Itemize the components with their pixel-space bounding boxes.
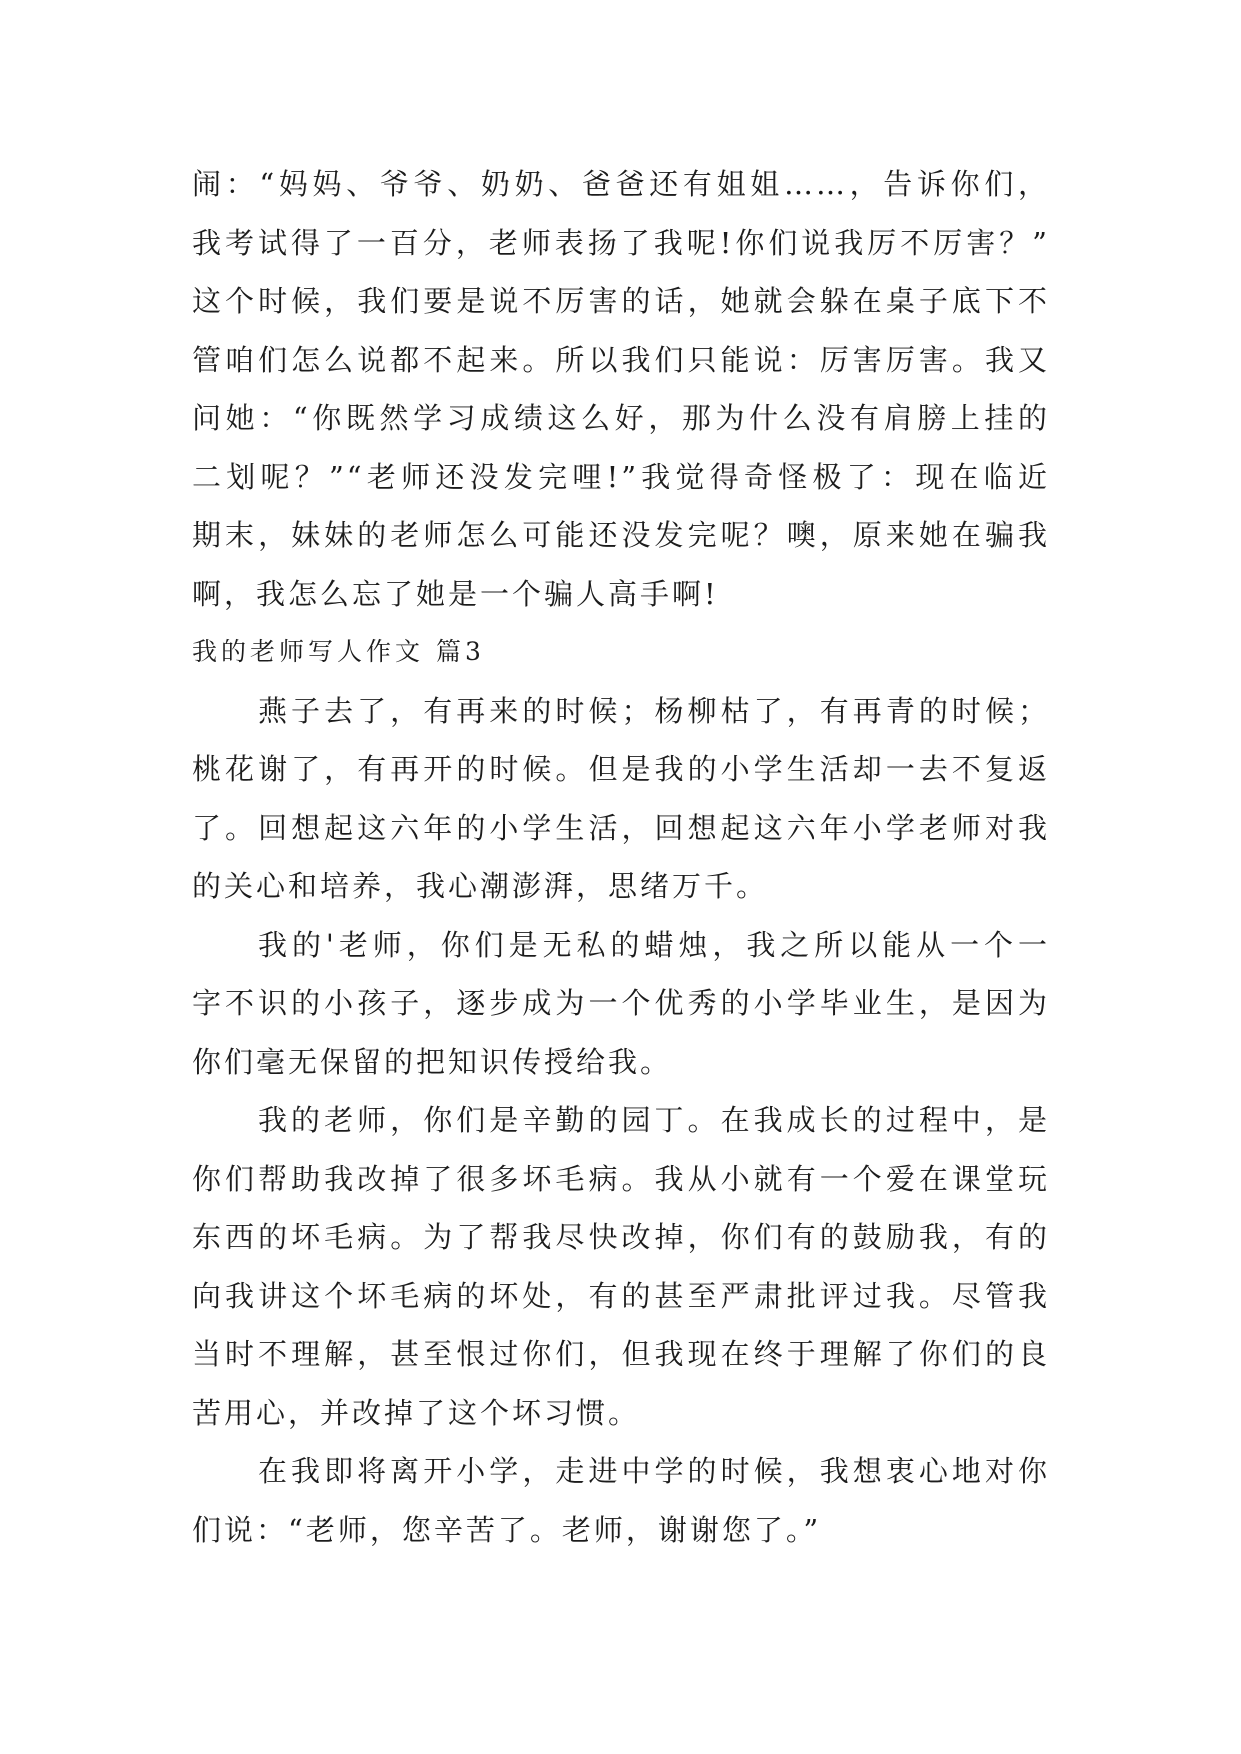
- text-line: 字不识的小孩子，逐步成为一个优秀的小学毕业生，是因为: [192, 986, 1050, 1020]
- text-line: 东西的坏毛病。为了帮我尽快改掉，你们有的鼓励我，有的: [192, 1220, 1050, 1254]
- text-line: 这个时候，我们要是说不厉害的话，她就会躲在桌子底下不: [192, 284, 1050, 318]
- text-line: 桃花谢了，有再开的时候。但是我的小学生活却一去不复返: [192, 752, 1050, 786]
- text-line: 问她：“你既然学习成绩这么好，那为什么没有肩膀上挂的: [192, 401, 1050, 435]
- text-line: 燕子去了，有再来的时候；杨柳枯了，有再青的时候；: [258, 693, 1050, 728]
- text-line: 向我讲这个坏毛病的坏处，有的甚至严肃批评过我。尽管我: [192, 1278, 1050, 1313]
- continued-paragraph: [192, 155, 1050, 623]
- document-body: [192, 155, 1050, 1559]
- text-line: 我考试得了一百分，老师表扬了我呢!你们说我厉不厉害？”: [192, 225, 1050, 260]
- paragraph: [192, 1442, 1050, 1559]
- text-line: 了。回想起这六年的小学生活，回想起这六年小学老师对我: [192, 810, 1050, 845]
- text-line: 我的老师，你们是辛勤的园丁。在我成长的过程中，是: [258, 1103, 1050, 1137]
- text-line: 你们帮助我改掉了很多坏毛病。我从小就有一个爱在课堂玩: [192, 1161, 1050, 1196]
- text-line: 苦用心，并改掉了这个坏习惯。: [192, 1395, 641, 1430]
- paragraph: [192, 682, 1050, 916]
- paragraph: [192, 916, 1050, 1092]
- text-line: 闹：“妈妈、爷爷、奶奶、爸爸还有姐姐……，告诉你们，: [192, 167, 1050, 201]
- text-line: 当时不理解，甚至恨过你们，但我现在终于理解了你们的良: [192, 1337, 1050, 1371]
- text-line: 的关心和培养，我心潮澎湃，思绪万千。: [192, 869, 769, 903]
- text-line: 二划呢？”“老师还没发完哩!”我觉得奇怪极了：现在临近: [192, 459, 1050, 494]
- text-line: 我的'老师，你们是无私的蜡烛，我之所以能从一个一: [258, 927, 1050, 962]
- text-line: 们说：“老师，您辛苦了。老师，谢谢您了。”: [192, 1512, 822, 1547]
- section-heading: 我的老师写人作文 篇3: [192, 637, 485, 666]
- text-line: 管咱们怎么说都不起来。所以我们只能说：厉害厉害。我又: [192, 342, 1050, 377]
- paragraph: [192, 1091, 1050, 1442]
- text-line: 在我即将离开小学，走进中学的时候，我想衷心地对你: [258, 1454, 1050, 1488]
- text-line: 你们毫无保留的把知识传授给我。: [192, 1044, 673, 1079]
- text-line: 啊，我怎么忘了她是一个骗人高手啊!: [192, 576, 719, 611]
- text-line: 期末，妹妹的老师怎么可能还没发完呢？噢，原来她在骗我: [192, 518, 1050, 552]
